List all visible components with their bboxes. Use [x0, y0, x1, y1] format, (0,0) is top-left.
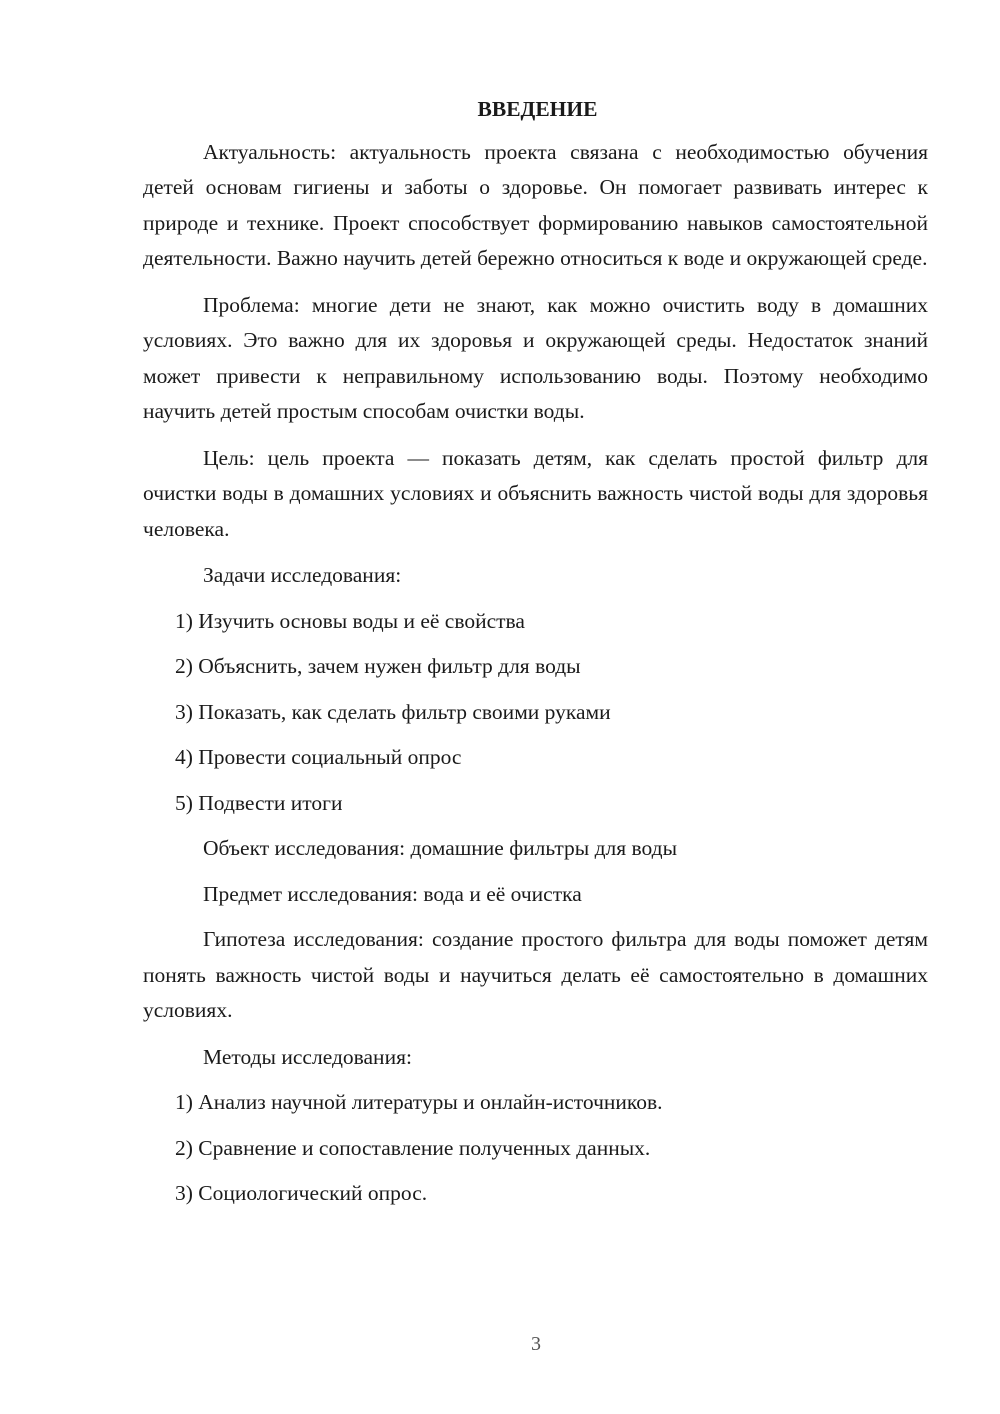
list-item: 3) Показать, как сделать фильтр своими руками: [175, 699, 611, 724]
document-page: [143, 92, 928, 1222]
tasks-list: [143, 604, 928, 822]
list-item: 2) Сравнение и сопоставление полученных данных.: [175, 1135, 651, 1160]
list-item: 1) Изучить основы воды и её свойства: [175, 608, 525, 633]
list-item: 4) Провести социальный опрос: [175, 745, 462, 769]
list-item: 1) Анализ научной литературы и онлайн-источников.: [175, 1090, 663, 1114]
problem-paragraph: Проблема: многие дети не знают, как можно очистить воду в домашних условиях. Это важно для их здоровья и окружающей среды. Недостаток знаний может привести к неправильному использованию воды. Поэтому необходимо научить детей простым способам очистки воды.: [143, 292, 928, 423]
page-number: 3: [531, 1333, 541, 1355]
subject-line: Предмет исследования: вода и её очистка: [203, 881, 582, 906]
methods-heading: Методы исследования:: [203, 1044, 412, 1069]
list-item: 3) Социологический опрос.: [175, 1181, 428, 1205]
object-line: Объект исследования: домашние фильтры для воды: [203, 836, 678, 860]
list-item: 5) Подвести итоги: [175, 790, 343, 815]
goal-paragraph: Цель: цель проекта — показать детям, как сделать простой фильтр для очистки воды в домашних условиях и объяснить важность чистой воды для здоровья человека.: [143, 445, 928, 541]
list-item: 2) Объяснить, зачем нужен фильтр для воды: [175, 654, 581, 678]
tasks-heading: Задачи исследования:: [203, 563, 402, 587]
relevance-paragraph: Актуальность: актуальность проекта связана с необходимостью обучения детей основам гигиены и заботы о здоровье. Он помогает развивать интерес к природе и технике. Проект способствует формированию навыков самостоятельной деятельности. Важно научить детей бережно относиться к воде и окружающей среде.: [143, 139, 928, 270]
hypothesis-paragraph: Гипотеза исследования: создание простого фильтра для воды поможет детям понять важность чистой воды и научиться делать её самостоятельно в домашних условиях.: [143, 927, 928, 1022]
section-title: ВВЕДЕНИЕ: [477, 97, 598, 121]
methods-list: [143, 1085, 928, 1212]
